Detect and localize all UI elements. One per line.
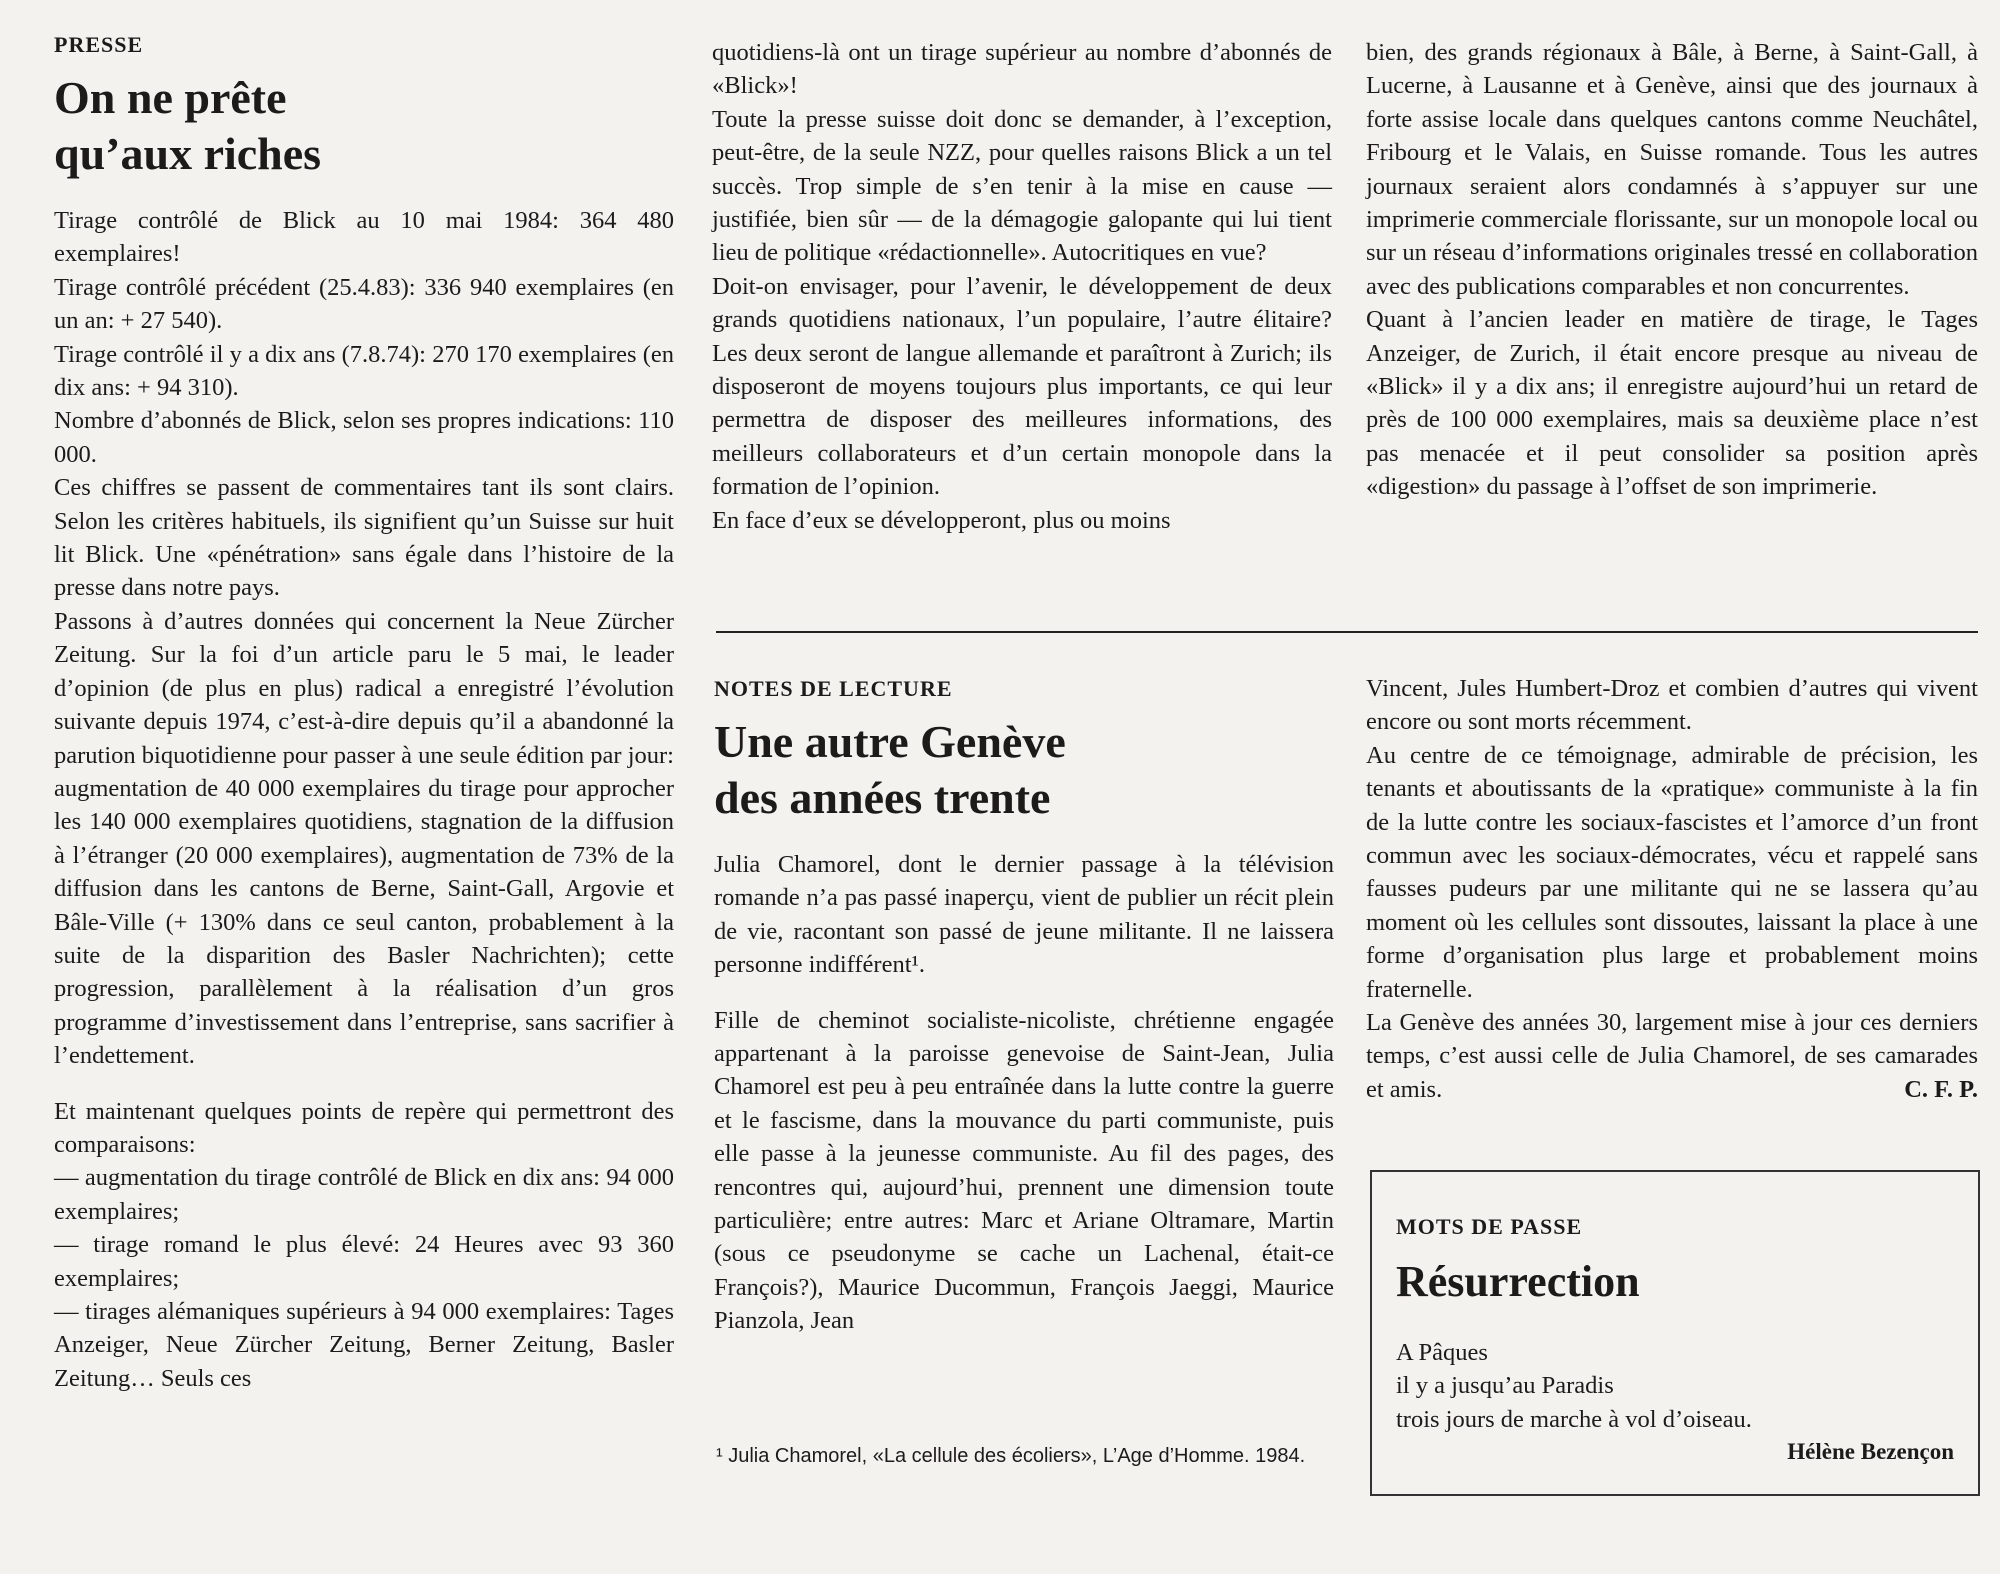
paragraph: Tirage contrôlé précédent (25.4.83): 336 940 exemplaires (en un an: + 27 540). <box>54 273 674 335</box>
paragraph: Et maintenant quelques points de repère qui permettront des comparaisons: <box>54 1097 674 1158</box>
paragraph: Passons à d’autres données qui concernent la Neue Zürcher Zeitung. Sur la foi d’un article paru le 5 mai, le leader d’opinion (de plus en plus) radical a enregistré l’évolution suivante depuis 1974, c’est-à-dire depuis qu’il a abandonné la parution biquotidienne pour passer à une seule édition par jour: augmentation de 40 000 exemplaires du tirage pour approcher les 140 000 exemplaires quotidiens, stagnation de la diffusion à l’étranger (20 000 exemplaires), augmentation de 73% de la diffusion dans les cantons de Berne, Saint-Gall, Argovie et Bâle-Ville (+ 130% dans ce seul canton, probablement à la suite de la disparition des Basler Nachrichten); cette progression, parallèlement à la réalisation d’un gros programme d’investissement dans l’entreprise, sans sacrifier à l’endettement. <box>54 607 674 1070</box>
article-title: Une autre Genève des années trente <box>714 716 1066 823</box>
article-presse <box>54 32 674 1395</box>
section-kicker: PRESSE <box>54 32 144 57</box>
paragraph: bien, des grands régionaux à Bâle, à Berne, à Saint-Gall, à Lucerne, à Lausanne et à Genève, ainsi que des journaux à forte assise locale dans quelques cantons comme Neuchâtel, Fribourg et le Valais, en Suisse romande. Tous les autres journaux seraient alors condamnés à s’appuyer sur une imprimerie commerciale florissante, sur un monopole local ou sur un réseau d’informations originales tressé en collaboration avec des publications comparables et non concurrentes. <box>1366 39 1978 300</box>
section-kicker: MOTS DE PASSE <box>1396 1214 1583 1239</box>
mots-de-passe-box <box>1370 1170 1980 1496</box>
paragraph: Julia Chamorel, dont le dernier passage à la télévision romande n’a pas passé inaperçu, vient de publier un récit plein de vie, racontant son passé de jeune militante. Il ne laissera personne indifférent¹. <box>714 851 1334 979</box>
paragraph: Tirage contrôlé de Blick au 10 mai 1984: 364 480 exemplaires! <box>54 207 674 268</box>
paragraph: Vincent, Jules Humbert-Droz et combien d’autres qui vivent encore ou sont morts récemment. <box>1366 675 1978 736</box>
list-item: — tirages alémaniques supérieurs à 94 000 exemplaires: Tages Anzeiger, Neue Zürcher Zeitung, Berner Zeitung, Basler Zeitung… Seuls ces <box>54 1298 674 1392</box>
footnote: ¹ Julia Chamorel, «La cellule des écoliers», L’Age d’Homme. 1984. <box>716 1445 1306 1467</box>
paragraph: En face d’eux se développeront, plus ou moins <box>712 506 1171 534</box>
paragraph: Nombre d’abonnés de Blick, selon ses propres indications: 110 000. <box>54 407 674 468</box>
paragraph: Tirage contrôlé il y a dix ans (7.8.74): 270 170 exemplaires (en dix ans: + 94 310). <box>54 340 674 402</box>
article-notes-de-lecture-continued <box>1366 672 1978 1106</box>
paragraph: Ces chiffres se passent de commentaires tant ils sont clairs. Selon les critères habituels, ils signifient qu’un Suisse sur huit lit Blick. Une «pénétration» sans égale dans l’histoire de la presse dans notre pays. <box>54 474 674 602</box>
list-item: — augmentation du tirage contrôlé de Blick en dix ans: 94 000 exemplaires; <box>54 1164 674 1225</box>
author-signature: C. F. P. <box>1904 1075 1978 1103</box>
article-presse-continued <box>712 36 1332 537</box>
paragraph: Toute la presse suisse doit donc se demander, à l’exception, peut-être, de la seule NZZ, pour quelles raisons Blick a un tel succès. Trop simple de s’en tenir à la mise en cause — justifiée, bien sûr — de la démagogie galopante qui lui tient lieu de politique «rédactionnelle». Autocritiques en vue? <box>712 105 1332 267</box>
poem: A Pâques il y a jusqu’au Paradis trois jours de marche à vol d’oiseau. <box>1396 1339 1752 1433</box>
article-notes-de-lecture <box>714 676 1334 1338</box>
paragraph: Doit-on envisager, pour l’avenir, le développement de deux grands quotidiens nationaux, l’un populaire, l’autre élitaire? Les deux seront de langue allemande et paraîtront à Zurich; ils disposeront de moyens toujours plus importants, ce qui leur permettra de disposer des meilleures informations, des meilleurs collaborateurs et d’un certain monopole dans la formation de l’opinion. <box>712 272 1332 501</box>
paragraph: quotidiens-là ont un tirage supérieur au nombre d’abonnés de «Blick»! <box>712 39 1332 100</box>
paragraph: Quant à l’ancien leader en matière de tirage, le Tages Anzeiger, de Zurich, il était encore presque au niveau de «Blick» il y a dix ans; il enregistre aujourd’hui un retard de près de 100 000 exemplaires, mais sa deuxième place n’est pas menacée et il peut consolider sa position après «digestion» du passage à l’offset de son imprimerie. <box>1366 306 1978 501</box>
paragraph: La Genève des années 30, largement mise à jour ces derniers temps, c’est aussi celle de Julia Chamorel, de ses camarades et amis. C. F. P. <box>1366 1006 1978 1106</box>
poem-author: Hélène Bezençon <box>1787 1439 1954 1465</box>
paragraph: Fille de cheminot socialiste-nicoliste, chrétienne engagée appartenant à la paroisse genevoise de Saint-Jean, Julia Chamorel est peu à peu entraînée dans la lutte contre la guerre et le fascisme, dans la mouvance du parti communiste, puis elle passe à la jeunesse communiste. Au fil des pages, des rencontres qui, aujourd’hui, prennent une dimension toute particulière; entre autres: Marc et Ariane Oltramare, Martin (sous ce pseudonyme se cache un Lachenal, était-ce François?), Maurice Ducommun, François Jaeggi, Maurice Pianzola, Jean <box>714 1006 1334 1335</box>
paragraph: Au centre de ce témoignage, admirable de précision, les tenants et aboutissants de la «pratique» communiste à la fin de la lutte contre les sociaux-fascistes et l’amorce d’un front commun avec les sociaux-démocrates, vécu et rappelé sans fausses pudeurs par une militante qui ne se lassera qu’au moment où les cellules sont dissoutes, laissant la place à une forme d’organisation plus large et probablement moins fraternelle. <box>1366 741 1978 1003</box>
list-item: — tirage romand le plus élevé: 24 Heures avec 93 360 exemplaires; <box>54 1231 674 1292</box>
section-kicker: NOTES DE LECTURE <box>714 676 953 701</box>
article-presse-end <box>1366 36 1978 504</box>
box-title: Résurrection <box>1396 1257 1640 1306</box>
section-divider <box>716 631 1978 633</box>
article-title: On ne prête qu’aux riches <box>54 72 322 179</box>
